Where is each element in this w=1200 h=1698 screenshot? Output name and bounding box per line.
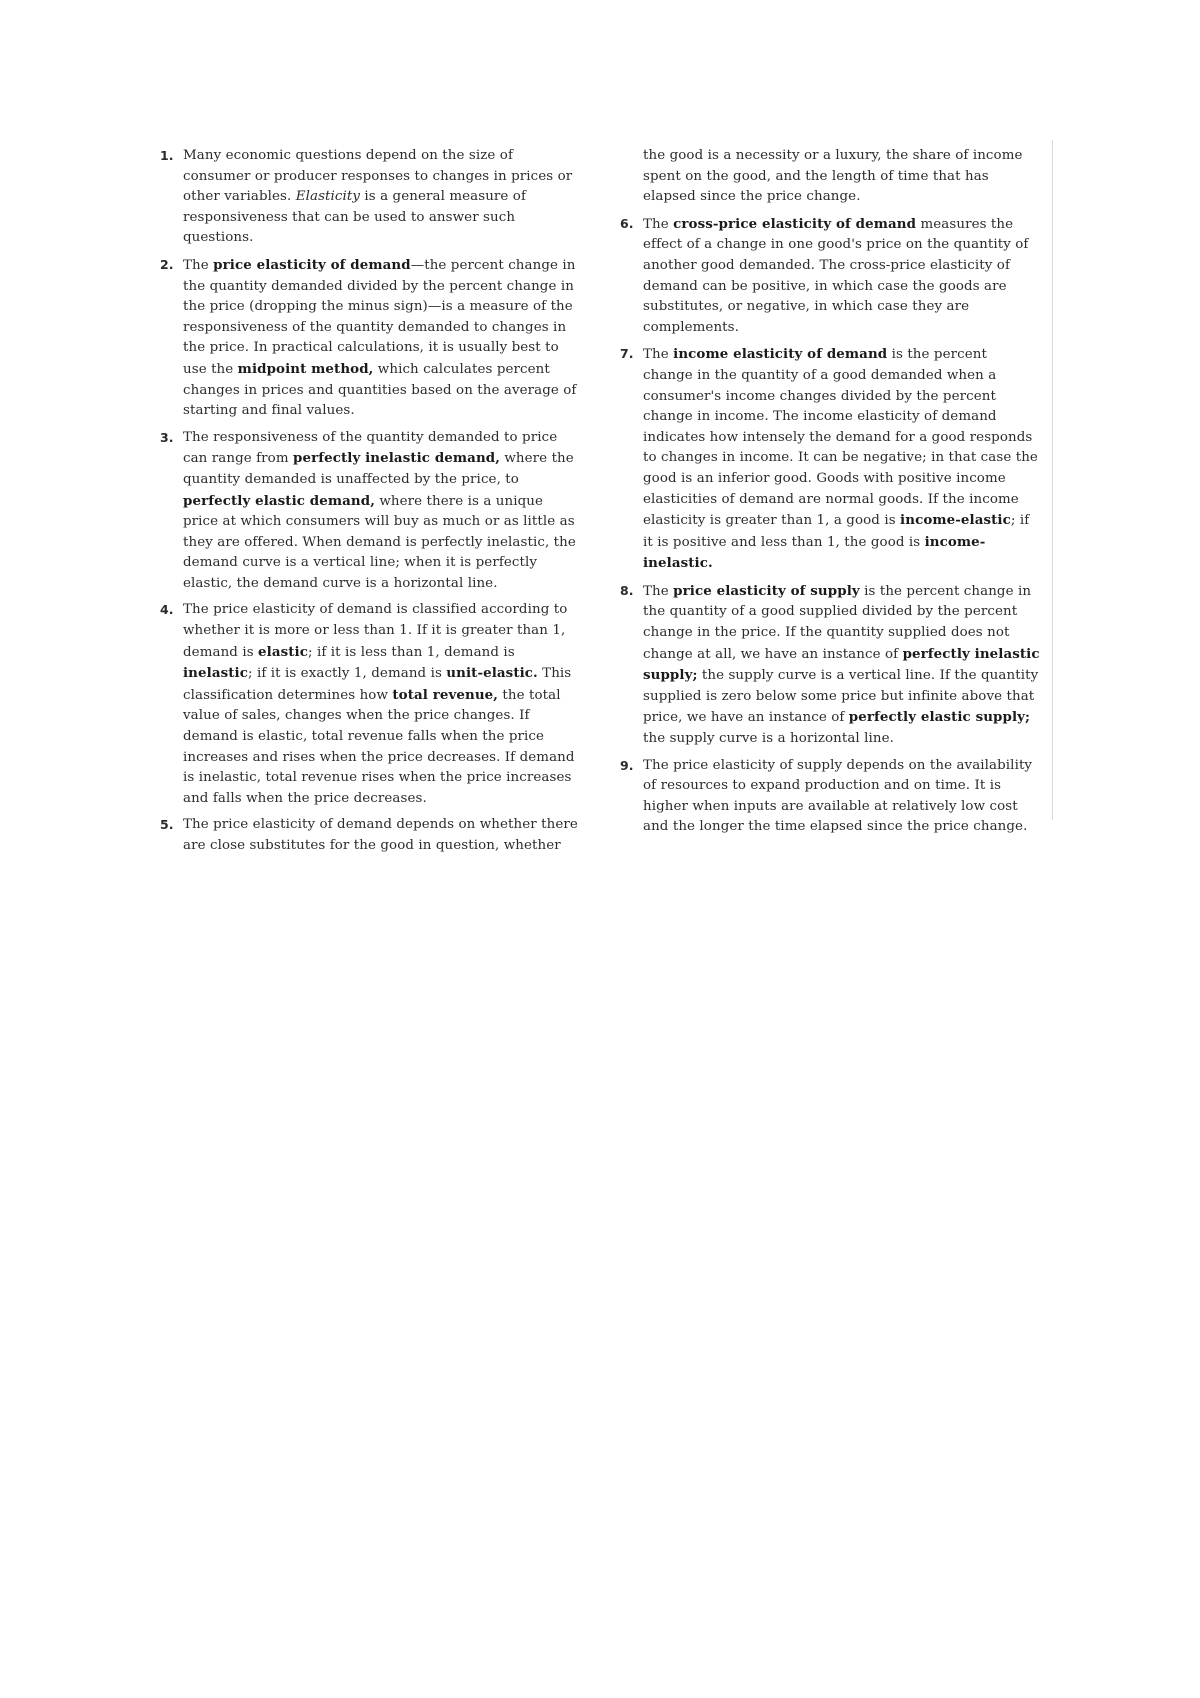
key-term: unit-elastic.: [446, 665, 538, 682]
key-term: price elasticity of supply: [673, 582, 860, 599]
text-run: The price elasticity of demand is classified according to whether it is more or less than 1. If it is greater than 1, demand is: [183, 602, 568, 660]
summary-item: [160, 255, 580, 422]
key-term: elastic: [258, 643, 308, 660]
key-term: perfectly inelastic supply;: [643, 645, 1040, 684]
text-run: The price elasticity of demand depends on whether there are close substitutes for the good in question, whether: [183, 817, 578, 853]
text-run: is the percent change in the quantity of a good demanded when a consumer's income changes divided by the percent change in income. The income elasticity of demand indicates how intensely the demand for a good responds to changes in income. It can be negative; in that case the good is an inferior good. Goods with positive income elasticities of demand are normal goods. If the income elasticity is greater than 1, a good is: [643, 347, 1038, 529]
summary-item: [620, 581, 1040, 750]
item-text: [643, 584, 1040, 746]
summary-item: [160, 146, 580, 249]
summary-item: [160, 428, 580, 595]
key-term: income-inelastic.: [643, 533, 986, 572]
item-number: 7.: [620, 346, 634, 362]
text-run: measures the effect of a change in one good's price on the quantity of another good demanded. The cross-price elasticity of demand can be positive, in which case the goods are substitutes, or negative, in which case they are complements.: [643, 216, 1029, 335]
text-run: The: [183, 257, 214, 273]
item-text: [643, 347, 1038, 571]
item-number: 8.: [620, 582, 634, 598]
text-run: the total value of sales, changes when the price changes. If demand is elastic, total revenue falls when the price increases and rises when the price decreases. If demand is inelastic, total revenue rises when the price increases and falls when the price decreases.: [183, 687, 575, 806]
text-run: where the quantity demanded is unaffected by the price, to: [183, 451, 574, 487]
item-number: 2.: [160, 256, 174, 272]
summary-list-right: [620, 214, 1040, 838]
text-run: The: [643, 347, 674, 363]
summary-column-left: [160, 146, 580, 863]
text-run: the supply curve is a horizontal line.: [643, 731, 895, 747]
text-run: where there is a unique price at which consumers will buy as much or as little as they are offered. When demand is perfectly inelastic, the demand curve is a vertical line; when it is perfectly elastic, the demand curve is a horizontal line.: [183, 493, 576, 591]
text-run: ; if it is positive and less than 1, the good is: [643, 513, 1030, 550]
key-term: income-elastic: [900, 512, 1011, 529]
text-run: is a general measure of responsiveness that can be used to answer such questions.: [183, 189, 527, 246]
text-run: The price elasticity of supply depends on the availability of resources to expand production and on time. It is higher when inputs are available at relatively low cost and the longer the time elapsed since the price change.: [643, 757, 1033, 835]
text-run: This classification determines how: [183, 666, 572, 703]
text-run: Many economic questions depend on the size of consumer or producer responses to changes in prices or other variables.: [183, 148, 573, 205]
item-text: [643, 217, 1028, 335]
item-text: [183, 817, 578, 853]
item-number: 5.: [160, 817, 174, 833]
text-run: which calculates percent changes in prices and quantities based on the average of starting and final values.: [183, 361, 577, 419]
summary-item: [620, 214, 1040, 339]
item-text: [183, 430, 576, 591]
key-term: income elasticity of demand: [673, 346, 888, 363]
summary-item: [620, 344, 1040, 575]
summary-item: [620, 756, 1040, 838]
text-run: The: [643, 583, 674, 599]
item-text: [643, 758, 1032, 835]
key-term: perfectly elastic supply;: [848, 709, 1031, 726]
key-term: perfectly elastic demand,: [183, 492, 375, 509]
key-term: perfectly inelastic demand,: [293, 450, 501, 467]
text-run: is the percent change in the quantity of a good supplied divided by the percent change in the price. If the quantity supplied does not change at all, we have an instance of: [643, 583, 1032, 662]
key-term: price elasticity of demand: [213, 256, 411, 273]
key-term: inelastic: [183, 665, 248, 682]
continued-paragraph: the good is a necessity or a luxury, the share of income spent on the good, and the length of time that has elapsed since the price change.: [643, 148, 1023, 205]
item-text: [183, 258, 576, 418]
item-number: 4.: [160, 602, 174, 618]
item-text: [183, 148, 572, 245]
key-term: midpoint method,: [237, 360, 374, 377]
key-term: total revenue,: [392, 686, 499, 703]
summary-list-left: [160, 146, 580, 857]
item-text: [183, 602, 575, 805]
text-run: ; if it is exactly 1, demand is: [247, 666, 447, 682]
key-term: cross-price elasticity of demand: [673, 215, 917, 232]
item-number: 6.: [620, 215, 634, 231]
item-number: 3.: [160, 429, 174, 445]
summary-item: [160, 600, 580, 809]
text-run: ; if it is less than 1, demand is: [308, 644, 515, 660]
text-run: The responsiveness of the quantity demanded to price can range from: [183, 429, 558, 467]
item-number: 9.: [620, 757, 634, 773]
summary-column-right: [620, 146, 1040, 844]
column-rule: [1052, 140, 1053, 820]
text-run: —the percent change in the quantity demanded divided by the percent change in the price (dropping the minus sign)—is a measure of the responsiveness of the quantity demanded to changes in the price. In practical calculations, it is usually best to use the: [183, 257, 576, 377]
text-run: the supply curve is a vertical line. If the quantity supplied is zero below some price but infinite above that price, we have an instance of: [643, 668, 1039, 726]
summary-item: [160, 815, 580, 856]
emphasized-term: Elasticity: [295, 189, 361, 205]
text-run: The: [643, 216, 674, 232]
item-number: 1.: [160, 148, 174, 163]
